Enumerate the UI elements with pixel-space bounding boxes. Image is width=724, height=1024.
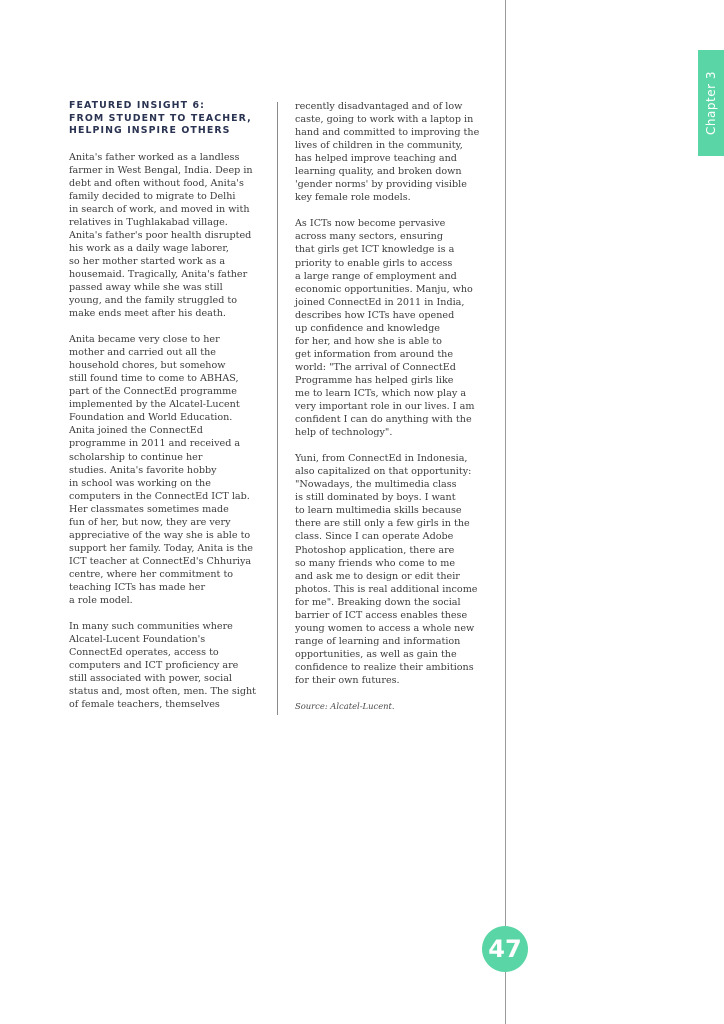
text-line: passed away while she was still <box>69 281 223 293</box>
text-line: opportunities, as well as gain the <box>295 648 457 660</box>
text-line: world: "The arrival of ConnectEd <box>295 361 456 373</box>
text-line: Photoshop application, there are <box>295 544 455 556</box>
text-line: confident I can do anything with the <box>295 414 472 426</box>
text-line: "Nowadays, the multimedia class <box>295 479 457 491</box>
source-note: Source: Alcatel-Lucent. <box>295 701 395 712</box>
text-line: so many friends who come to me <box>295 557 456 569</box>
paragraph <box>69 333 265 607</box>
text-line: Anita joined the ConnectEd <box>69 425 203 437</box>
text-line: centre, where her commitment to <box>69 568 234 580</box>
text-line: teaching ICTs has made her <box>69 582 206 593</box>
text-line: In many such communities where <box>69 621 233 633</box>
text-line: across many sectors, ensuring <box>295 231 443 243</box>
text-line: programme in 2011 and received a <box>69 438 241 450</box>
text-line: studies. Anita's favorite hobby <box>69 464 217 476</box>
text-line: support her family. Today, Anita is the <box>69 542 253 554</box>
text-line: for her, and how she is able to <box>295 335 442 347</box>
column-divider <box>277 102 278 715</box>
text-line: implemented by the Alcatel-Lucent <box>69 399 240 411</box>
text-line: Anita's father worked as a landless <box>69 151 240 163</box>
text-line: me to learn ICTs, which now play a <box>295 387 467 399</box>
page-number-badge <box>482 926 528 972</box>
text-line: to learn multimedia skills because <box>295 505 462 517</box>
text-line: in search of work, and moved in with <box>69 203 250 215</box>
text-line: photos. This is real additional income <box>295 583 478 595</box>
text-line: 'gender norms' by providing visible <box>295 179 467 191</box>
text-line: ConnectEd operates, access to <box>69 647 219 659</box>
text-line: appreciative of the way she is able to <box>69 529 251 541</box>
text-line: for their own futures. <box>295 674 400 686</box>
text-line: barrier of ICT access enables these <box>295 609 468 621</box>
text-line: scholarship to continue her <box>69 451 203 463</box>
paragraph <box>69 620 265 711</box>
paragraph <box>295 100 495 204</box>
text-line: mother and carried out all the <box>69 347 216 359</box>
text-line: still associated with power, social <box>69 673 232 685</box>
text-line: very important role in our lives. I am <box>295 401 475 413</box>
text-line: ICT teacher at ConnectEd's Chhuriya <box>69 555 252 567</box>
text-line: also capitalized on that opportunity: <box>295 466 472 478</box>
heading-line: FEATURED INSIGHT 6: <box>69 100 205 111</box>
right-body-text <box>295 100 495 687</box>
text-line: fun of her, but now, they are very <box>69 516 231 528</box>
text-line: a role model. <box>69 595 133 607</box>
featured-insight-heading <box>69 100 265 138</box>
text-line: of female teachers, themselves <box>69 699 220 711</box>
text-line: in school was working on the <box>69 477 211 489</box>
chapter-tab-label: Chapter 3 <box>704 71 718 135</box>
text-line: still found time to come to ABHAS, <box>69 373 239 385</box>
text-line: farmer in West Bengal, India. Deep in <box>69 164 253 176</box>
text-line: key female role models. <box>295 192 411 204</box>
text-line: computers in the ConnectEd ICT lab. <box>69 490 250 502</box>
text-line: learning quality, and broken down <box>295 166 462 178</box>
text-line: Yuni, from ConnectEd in Indonesia, <box>295 453 468 465</box>
text-line: Alcatel-Lucent Foundation's <box>69 634 206 646</box>
text-line: confidence to realize their ambitions <box>295 661 474 673</box>
text-line: for me". Breaking down the social <box>295 596 461 608</box>
text-line: computers and ICT proficiency are <box>69 660 239 672</box>
text-line: Anita became very close to her <box>69 334 220 346</box>
paragraph <box>69 151 265 321</box>
text-line: caste, going to work with a laptop in <box>295 114 474 126</box>
text-line: Anita's father's poor health disrupted <box>69 229 252 241</box>
text-line: that girls get ICT knowledge is a <box>295 244 455 256</box>
left-body-text <box>69 151 265 712</box>
left-column <box>69 100 265 711</box>
text-line: describes how ICTs have opened <box>295 309 455 321</box>
text-line: has helped improve teaching and <box>295 153 457 165</box>
text-line: debt and often without food, Anita's <box>69 177 244 189</box>
text-line: there are still only a few girls in the <box>295 518 470 530</box>
heading-line: HELPING INSPIRE OTHERS <box>69 125 231 136</box>
text-line: so her mother started work as a <box>69 255 226 267</box>
text-line: joined ConnectEd in 2011 in India, <box>295 296 465 308</box>
text-line: is still dominated by boys. I want <box>295 492 456 504</box>
text-line: part of the ConnectEd programme <box>69 386 237 398</box>
text-line: housemaid. Tragically, Anita's father <box>69 268 248 280</box>
text-line: relatives in Tughlakabad village. <box>69 216 228 228</box>
text-line: Foundation and World Education. <box>69 412 233 424</box>
text-line: lives of children in the community, <box>295 140 463 152</box>
text-line: economic opportunities. Manju, who <box>295 283 473 295</box>
text-line: get information from around the <box>295 348 454 360</box>
text-line: up confidence and knowledge <box>295 322 440 334</box>
text-line: priority to enable girls to access <box>295 257 453 269</box>
text-line: young women to access a whole new <box>295 622 475 634</box>
text-line: help of technology". <box>295 427 393 439</box>
text-line: young, and the family struggled to <box>69 295 238 307</box>
text-line: his work as a daily wage laborer, <box>69 242 229 254</box>
page-number: 47 <box>488 935 522 963</box>
text-line: hand and committed to improving the <box>295 127 480 139</box>
text-line: Her classmates sometimes made <box>69 503 229 515</box>
text-line: status and, most often, men. The sight <box>69 686 257 698</box>
text-line: a large range of employment and <box>295 270 457 282</box>
text-line: and ask me to design or edit their <box>295 570 460 582</box>
paragraph <box>295 452 495 687</box>
right-column <box>295 100 495 713</box>
text-line: household chores, but somehow <box>69 360 226 372</box>
text-line: class. Since I can operate Adobe <box>295 531 454 543</box>
page-edge-line <box>505 0 506 1024</box>
chapter-tab <box>698 50 724 156</box>
text-line: recently disadvantaged and of low <box>295 101 463 112</box>
text-line: As ICTs now become pervasive <box>295 218 446 230</box>
text-line: make ends meet after his death. <box>69 308 226 320</box>
text-line: Programme has helped girls like <box>295 374 454 386</box>
text-line: range of learning and information <box>295 635 461 647</box>
paragraph <box>295 217 495 439</box>
text-line: family decided to migrate to Delhi <box>69 190 236 202</box>
heading-line: FROM STUDENT TO TEACHER, <box>69 112 252 124</box>
